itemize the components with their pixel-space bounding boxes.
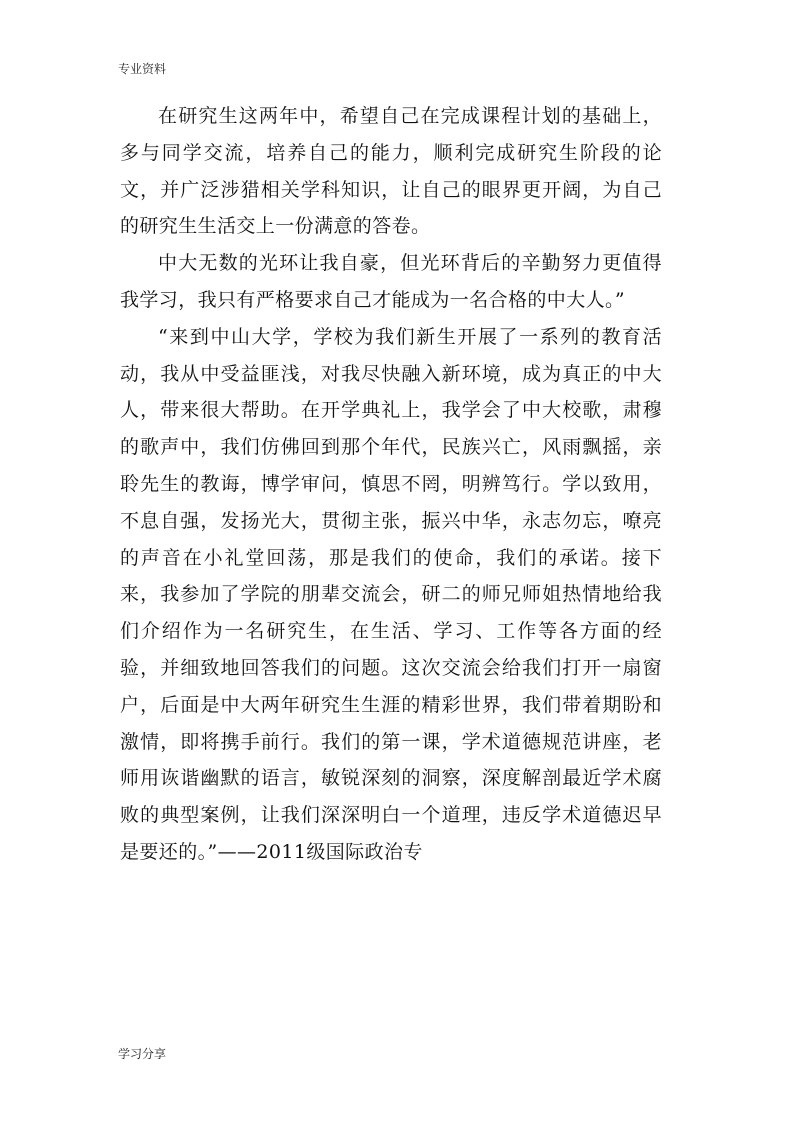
paragraph: “来到中山大学，学校为我们新生开展了一系列的教育活动，我从中受益匪浅，对我尽快融入新环境，成为真正的中大人，带来很大帮助。在开学典礼上，我学会了中大校歌，肃穆的歌声中，我们仿佛回到那个年代，民族兴亡，风雨飘摇，亲聆先生的教诲，博学审问，慎思不罔，明辨笃行。学以致用，不息自强，发扬光大，贯彻主张，振兴中华，永志勿忘，嘹亮的声音在小礼堂回荡，那是我们的使命，我们的承诺。接下来，我参加了学院的朋辈交流会，研二的师兄师姐热情地给我们介绍作为一名研究生，在生活、学习、工作等各方面的经验，并细致地回答我们的问题。这次交流会给我们打开一扇窗户，后面是中大两年研究生生涯的精彩世界，我们带着期盼和激情，即将携手前行。我们的第一课，学术道德规范讲座，老师用诙谐幽默的语言，敏锐深刻的洞察，深度解剖最近学术腐败的典型案例，让我们深深明白一个道理，违反学术道德迟早是要还的。”——2011级国际政治专 bbox=[120, 325, 662, 863]
page-header: 专业资料 bbox=[118, 62, 167, 76]
document-body bbox=[120, 98, 662, 871]
paragraph: 中大无数的光环让我自豪，但光环背后的辛勤努力更值得我学习，我只有严格要求自己才能成为一名合格的中大人。” bbox=[120, 252, 662, 311]
paragraph: 在研究生这两年中，希望自己在完成课程计划的基础上，多与同学交流，培养自己的能力，顺利完成研究生阶段的论文，并广泛涉猎相关学科知识，让自己的眼界更开阔，为自己的研究生生活交上一份满意的答卷。 bbox=[120, 105, 662, 238]
page-footer: 学习分享 bbox=[118, 1047, 167, 1061]
